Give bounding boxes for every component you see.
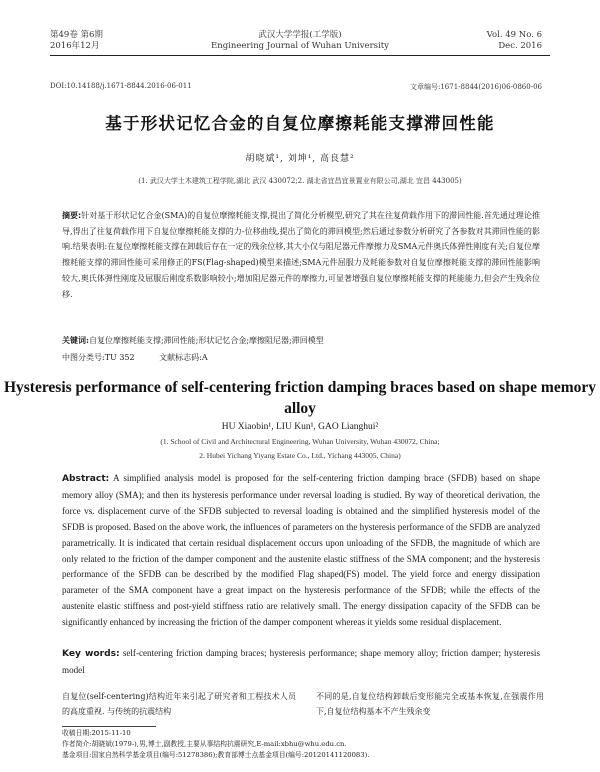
class-number: 中图分类号:TU 352 (62, 353, 135, 362)
chinese-affiliation: (1. 武汉大学土木建筑工程学院,湖北 武汉 430072;2. 湖北省宜昌宜景置业有限公司,湖北 宜昌 443005) (138, 177, 462, 185)
english-affiliation-1: (1. School of Civil and Architectural Engineering, Wuhan University, Wuhan 430072, China; (160, 437, 440, 446)
english-abstract (62, 471, 540, 631)
english-keywords-text: self-centering friction damping braces; hysteresis performance; shape memory alloy; friction damper; hysteresis model (62, 648, 540, 675)
header-date-cn: 2016年12月 (50, 41, 100, 51)
body-column-right: 不同的是,自复位结构卸载后变形能完全或基本恢复,在强震作用下,自复位结构基本不产生残余变 (316, 692, 544, 716)
chinese-keywords-label: 关键词: (62, 335, 89, 345)
doi: DOI:10.14188/j.1671-8844.2016-06-011 (50, 82, 192, 90)
footnote-fund: 基金项目:国家自然科学基金项目(编号:51278386);教育部博士点基金项目(编号:20120141120083). (62, 751, 370, 759)
chinese-abstract-text: 针对基于形状记忆合金(SMA)的自复位摩擦耗能支撑,提出了简化分析模型,研究了其在往复荷载作用下的滞回性能.首先通过理论推导,得出了往复荷载作用下自复位摩擦耗能支撑的力-位移曲线,提出了简化的滞回模型;然后通过参数分析研究了各参数对其滞回性能的影响.结果表明:在复位摩擦耗能支撑在卸载后存在一定的残余位移,其大小仅与阻尼器元件摩擦力及SMA元件奥氏体弹性刚度有关;自复位摩擦耗能支撑的滞回性能可采用修正的FS(Flag-shaped)模型来描述;SMA元件屈服力及耗能参数对自复位摩擦耗能支撑的滞回性能影响较大,奥氏体弹性刚度及屈服后刚度系数影响较小;增加阻尼器元件的摩擦力,可显著增强自复位摩擦耗能支撑的耗能能力,但会产生残余位移. (62, 211, 540, 299)
english-affiliation-2: 2. Hubei Yichang Yiyang Estate Co., Ltd., Yichang 443005, China) (199, 451, 401, 460)
chinese-keywords (62, 333, 540, 348)
article-number: 文章编号:1671-8844(2016)06-0860-06 (410, 83, 542, 91)
english-authors: HU Xiaobin¹, LIU Kun¹, GAO Lianghui² (221, 422, 379, 432)
header-journal-en: Engineering Journal of Wuhan University (211, 41, 389, 51)
chinese-keywords-text: 自复位摩擦耗能支撑;滞回性能;形状记忆合金;摩擦阻尼器;滞回模型 (88, 336, 324, 345)
english-keywords (62, 645, 540, 678)
footnote-author: 作者简介:胡晓斌(1979-),男,博士,副教授,主要从事结构抗震研究,E-mail:xbhu@whu.edu.cn. (62, 740, 347, 748)
footnote-received: 收稿日期:2015-11-10 (62, 729, 131, 737)
chinese-abstract-label: 摘要: (62, 211, 82, 220)
english-keywords-label: Key words: (62, 649, 120, 659)
header-issue-block (487, 30, 542, 52)
document-code: 文献标志码:A (159, 353, 208, 362)
english-title: Hysteresis performance of self-centering friction damping braces based on shape memory alloy (3, 379, 597, 417)
header-volume-cn: 第49卷 第6期 (50, 30, 103, 40)
chinese-abstract (62, 208, 540, 302)
english-abstract-text: A simplified analysis model is proposed for the self-centering friction damping brace (SFDB) based on shape memory alloy (SMA); and then its hysteresis performance under reversal loading is studied. By way of theoretical derivation, the force vs. displacement curve of the SFDB subjected to reversal loading is obtained and the simplified hysteresis model of the SFDB is proposed. Based on the above work, the influences of parameters on the hysteresis performance of the SFDB are analyzed parametrically. It is indicated that certain residual displacement occurs upon unloading of the SFDB, the magnitude of which are only related to the friction of the damper component and the austenite elastic stiffness of the SMA component; and the hysteresis performance of the SFDB can be described by the modified Flag shaped(FS) model. The yield force and energy dissipation parameter of the SMA component have a great impact on the hysteresis performance of the SFDB; while the effects of the austenite elastic stiffness and post-yield stiffness ratio are relatively small. The energy dissipation capacity of the SFDB can be significantly enhanced by increasing the friction of the damper component whereas it yields some residual displacement. (62, 473, 540, 628)
header-volume-en: Vol. 49 No. 6 (486, 30, 542, 40)
english-abstract-label: Abstract: (62, 474, 110, 484)
header-rule (50, 55, 550, 56)
chinese-title: 基于形状记忆合金的自复位摩擦耗能支撑滞回性能 (105, 114, 495, 133)
chinese-authors: 胡晓斌¹, 刘坤¹, 高良慧² (245, 154, 355, 164)
footnote-rule (62, 726, 156, 727)
header-journal-cn: 武汉大学学报(工学版) (258, 30, 342, 40)
classification-line (62, 352, 540, 363)
body-column-left: 自复位(self-centering)结构近年来引起了研究者和工程技术人员的高度重视. 与传统的抗震结构 (62, 692, 296, 716)
header-date-en: Dec. 2016 (498, 41, 542, 51)
